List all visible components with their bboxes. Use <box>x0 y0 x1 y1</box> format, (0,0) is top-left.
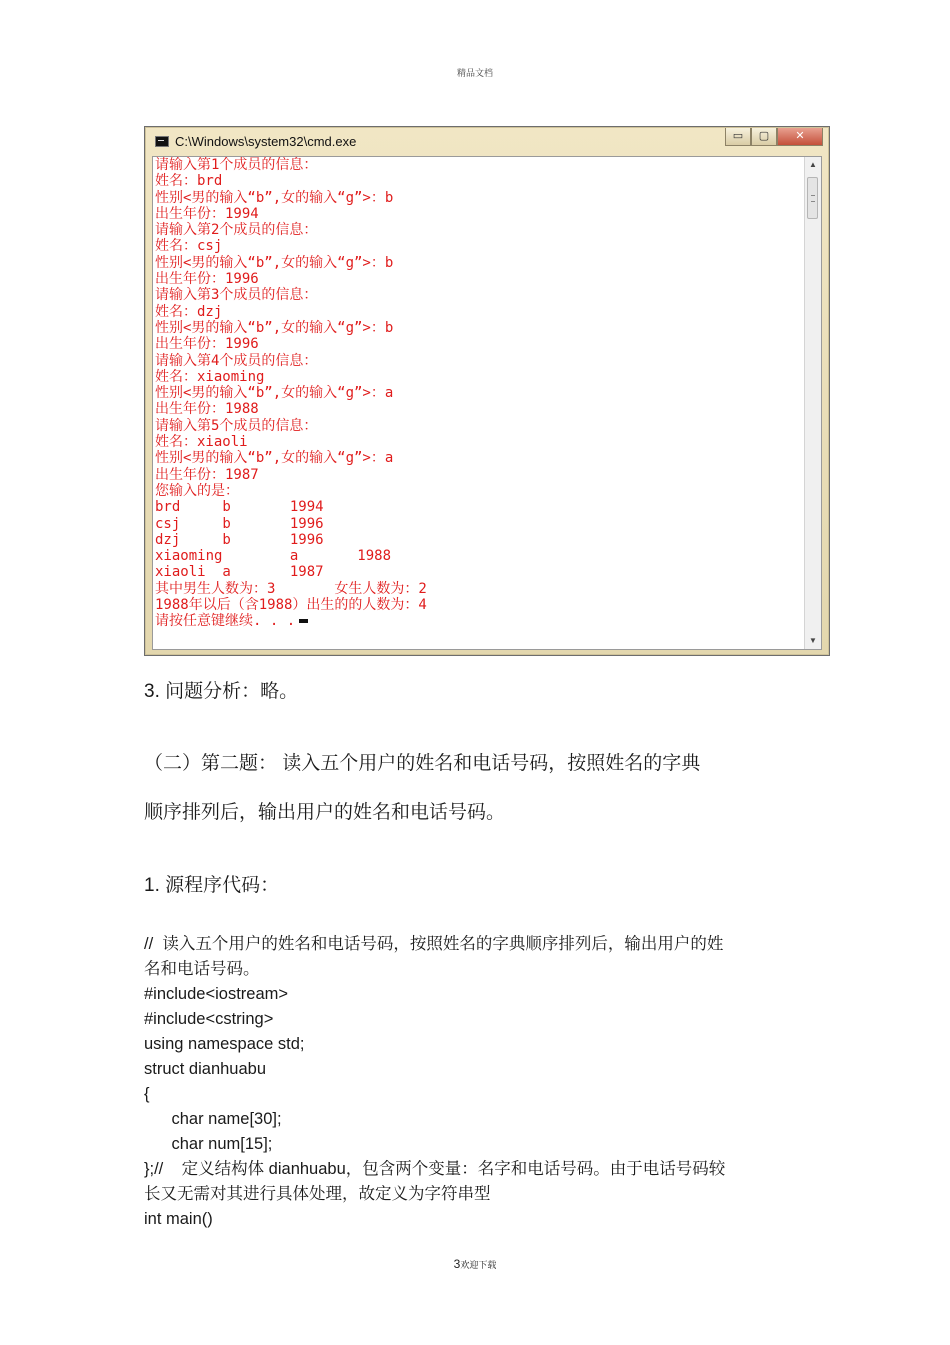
console-line: brd b 1994 <box>155 499 324 516</box>
console-line: 请输入第5个成员的信息： <box>155 417 318 434</box>
console-line: 出生年份：1996 <box>155 271 259 288</box>
console-app-icon <box>155 136 169 147</box>
maximize-button[interactable]: ▢ <box>751 128 777 146</box>
console-line: 姓名：csj <box>155 238 223 255</box>
code-line: #include<iostream> <box>144 985 289 1003</box>
code-line: { <box>144 1085 150 1103</box>
code-line: char num[15]; <box>144 1135 273 1153</box>
console-line: 性别<男的输入“b”,女的输入“g”>：a <box>155 450 394 467</box>
code-line: char name[30]; <box>144 1110 282 1128</box>
console-line: dzj b 1996 <box>155 531 324 548</box>
window-controls <box>725 128 823 148</box>
console-line: 性别<男的输入“b”,女的输入“g”>：b <box>155 254 394 271</box>
close-button[interactable]: ✕ <box>777 128 823 146</box>
console-line: 性别<男的输入“b”,女的输入“g”>：a <box>155 385 394 402</box>
page-header: 精品文档 <box>456 68 493 78</box>
console-line: 出生年份：1996 <box>155 336 259 353</box>
code-line: // 读入五个用户的姓名和电话号码，按照姓名的字典顺序排列后，输出用户的姓 <box>144 935 724 953</box>
code-line: 名和电话号码。 <box>144 960 260 978</box>
scroll-up-arrow-icon[interactable]: ▲ <box>809 160 817 169</box>
console-line: xiaoli a 1987 <box>155 564 324 581</box>
console-line: 性别<男的输入“b”,女的输入“g”>：b <box>155 319 394 336</box>
scroll-thumb[interactable] <box>807 177 818 219</box>
console-title: C:\Windows\system32\cmd.exe <box>175 134 357 149</box>
console-line: xiaoming a 1988 <box>155 548 392 565</box>
code-line: };// 定义结构体 dianhuabu，包含两个变量：名字和电话号码。由于电话号码较 <box>144 1160 726 1178</box>
code-line: #include<cstring> <box>144 1010 274 1028</box>
page-number: 3 <box>453 1257 461 1271</box>
console-line: 请按任意键继续. . . <box>155 613 805 629</box>
console-output-area[interactable] <box>152 156 822 650</box>
question-2-line-2: 顺序排列后，输出用户的姓名和电话号码。 <box>144 802 506 823</box>
code-line: 长又无需对其进行具体处理，故定义为字符串型 <box>144 1185 491 1203</box>
console-line: csj b 1996 <box>155 515 324 532</box>
console-line: 姓名：xiaoli <box>155 434 248 451</box>
console-line: 请输入第3个成员的信息： <box>155 287 318 304</box>
console-line: 出生年份：1994 <box>155 205 259 222</box>
vertical-scrollbar[interactable] <box>804 157 821 649</box>
console-line: 请输入第4个成员的信息： <box>155 352 318 369</box>
console-output <box>155 157 805 630</box>
console-line: 性别<男的输入“b”,女的输入“g”>：b <box>155 189 394 206</box>
console-line: 姓名：brd <box>155 173 223 190</box>
console-window <box>144 126 830 656</box>
console-line: 姓名：dzj <box>155 303 223 320</box>
console-line: 请输入第1个成员的信息： <box>155 157 318 173</box>
console-line: 请输入第2个成员的信息： <box>155 222 318 239</box>
question-2-line-1: （二）第二题： 读入五个用户的姓名和电话号码，按照姓名的字典 <box>144 753 701 774</box>
scroll-down-arrow-icon[interactable]: ▼ <box>809 636 817 645</box>
code-line: using namespace std; <box>144 1035 305 1053</box>
minimize-button[interactable]: ▭ <box>725 128 751 146</box>
console-cursor <box>299 619 308 623</box>
console-line: 出生年份：1987 <box>155 466 259 483</box>
console-line: 1988年以后（含1988）出生的的人数为：4 <box>155 597 427 614</box>
analysis-line: 3. 问题分析：略。 <box>144 681 299 702</box>
source-code-block <box>144 932 725 1232</box>
console-line: 您输入的是： <box>155 482 239 499</box>
source-code-heading: 1. 源程序代码： <box>144 875 280 896</box>
code-line: int main() <box>144 1210 213 1228</box>
console-line: 出生年份：1988 <box>155 401 259 418</box>
console-line: 其中男生人数为：3 女生人数为：2 <box>155 580 427 597</box>
code-line: struct dianhuabu <box>144 1060 267 1078</box>
footer-text: 欢迎下载 <box>460 1260 497 1270</box>
console-line: 姓名：xiaoming <box>155 368 265 385</box>
page-footer <box>0 1257 950 1271</box>
console-titlebar[interactable] <box>145 127 829 155</box>
